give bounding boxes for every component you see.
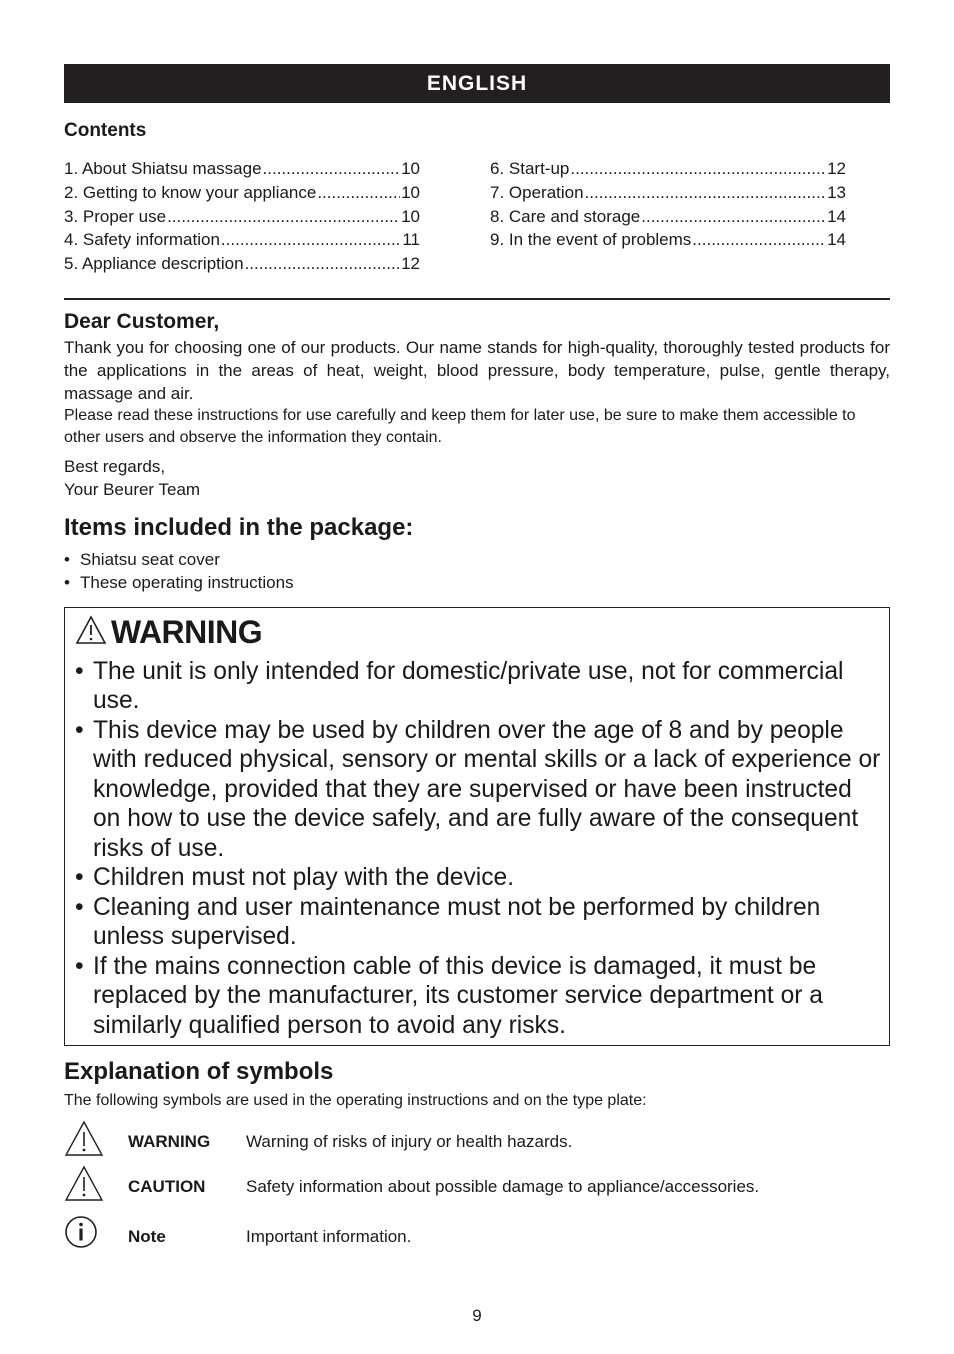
toc-item[interactable] [490,181,846,205]
toc-item[interactable] [490,205,846,229]
toc-leader [317,181,400,205]
list-item: • If the mains connection cable of this device is damaged, it must be replaced by the manufacturer, its customer service department or a similarly qualified person to avoid any risks. [75,952,881,1041]
warning-text: The unit is only intended for domestic/private use, not for commercial use. [93,657,844,715]
warning-title: WARNING [111,613,263,650]
toc-item[interactable] [64,205,420,229]
warning-text: Children must not play with the device. [93,864,515,892]
toc-leader [641,205,826,229]
intro-paragraph: Thank you for choosing one of our products. Our name stands for high-quality, thoroughly tested products for the applications in the areas of heat, weight, blood pressure, body temperature, pulse, gentle therapy, massage and air. [64,337,890,403]
toc-label: 1. About Shiatsu massage [64,159,262,178]
closing-line: Best regards, [64,456,166,476]
toc-page: 10 [401,159,420,178]
toc-label: 8. Care and storage [490,206,641,226]
symbol-row [64,1210,890,1260]
toc-leader [221,228,401,252]
toc-item[interactable] [64,228,420,252]
symbol-description: Important information. [246,1226,412,1246]
manual-page [64,64,890,1260]
toc-item[interactable] [490,157,846,181]
list-item: • This device may be used by children over the age of 8 and by people with reduced physical, sensory or mental skills or a lack of experience or knowledge, provided that they are supervised or have been instructed on how to use the device safely, and are fully aware of the consequent risks of use. [75,716,881,862]
toc-leader [263,157,401,181]
toc-label: 3. Proper use [64,206,167,226]
symbol-label: CAUTION [128,1176,206,1196]
list-item: • The unit is only intended for domestic/private use, not for commercial use. [75,657,881,716]
toc-label: 2. Getting to know your appliance [64,182,317,202]
list-item: • Cleaning and user maintenance must not be performed by children unless supervised. [75,893,881,952]
info-icon [64,1215,98,1254]
toc-leader [570,157,826,181]
toc-page: 14 [827,230,846,250]
table-of-contents [64,157,890,276]
toc-leader [692,228,826,252]
page-number: 9 [472,1306,482,1325]
toc-page: 14 [827,206,846,226]
toc-label: 7. Operation [490,182,584,202]
toc-page: 13 [827,182,846,202]
symbols-heading: Explanation of symbols [64,1057,334,1085]
symbol-label: Note [128,1226,166,1246]
toc-right-column [490,157,846,276]
toc-leader [585,181,827,205]
caution-triangle-icon [64,1165,104,1208]
warning-triangle-icon [75,615,111,650]
toc-label: 9. In the event of problems [490,230,692,250]
symbol-description: Safety information about possible damage to appliance/accessories. [246,1176,760,1196]
signature-line: Your Beurer Team [64,479,201,499]
toc-leader [245,252,401,276]
package-heading: Items included in the package: [64,513,414,541]
toc-item[interactable] [64,181,420,205]
toc-label: 4. Safety information [64,230,220,250]
warning-triangle-icon [64,1120,104,1163]
toc-page: 12 [401,254,420,274]
warning-box [64,607,890,1046]
toc-leader [167,205,400,229]
symbol-row [64,1120,890,1165]
symbol-row [64,1165,890,1210]
toc-page: 10 [401,182,420,202]
language-banner: ENGLISH [64,64,890,103]
toc-left-column [64,157,420,276]
toc-item[interactable] [64,157,420,181]
warning-list [75,657,881,1041]
toc-page: 10 [401,206,420,226]
list-item: • Shiatsu seat cover [64,548,890,572]
warning-header [75,614,881,651]
closing [64,455,890,501]
symbols-intro: The following symbols are used in the operating instructions and on the type plate: [64,1091,647,1109]
warning-text: This device may be used by children over the age of 8 and by people with reduced physical, sensory or mental skills or a lack of experience or knowledge, provided that they are supervised or have been instructed on how to use the device safely, and are fully aware of the consequent risks of use. [93,716,881,862]
list-item: • Children must not play with the device. [75,864,515,892]
symbol-label: WARNING [128,1131,211,1151]
instructions-paragraph: Please read these instructions for use carefully and keep them for later use, be sure to make them accessible to other users and observe the information they contain. [64,406,856,446]
symbol-description: Warning of risks of injury or health hazards. [246,1131,573,1151]
toc-page: 11 [402,230,420,250]
warning-text: If the mains connection cable of this device is damaged, it must be replaced by the manufacturer, its customer service department or a similarly qualified person to avoid any risks. [93,952,823,1039]
contents-title: Contents [64,120,147,141]
toc-item[interactable] [490,228,846,252]
symbols-table [64,1120,890,1260]
toc-label: 5. Appliance description [64,254,244,274]
list-item: • These operating instructions [64,571,890,595]
toc-page: 12 [827,159,846,178]
toc-item[interactable] [64,252,420,276]
section-divider [64,298,890,300]
warning-text: Cleaning and user maintenance must not be performed by children unless supervised. [93,893,821,951]
package-list [64,548,890,595]
toc-label: 6. Start-up [490,159,570,178]
greeting-heading: Dear Customer, [64,309,220,333]
